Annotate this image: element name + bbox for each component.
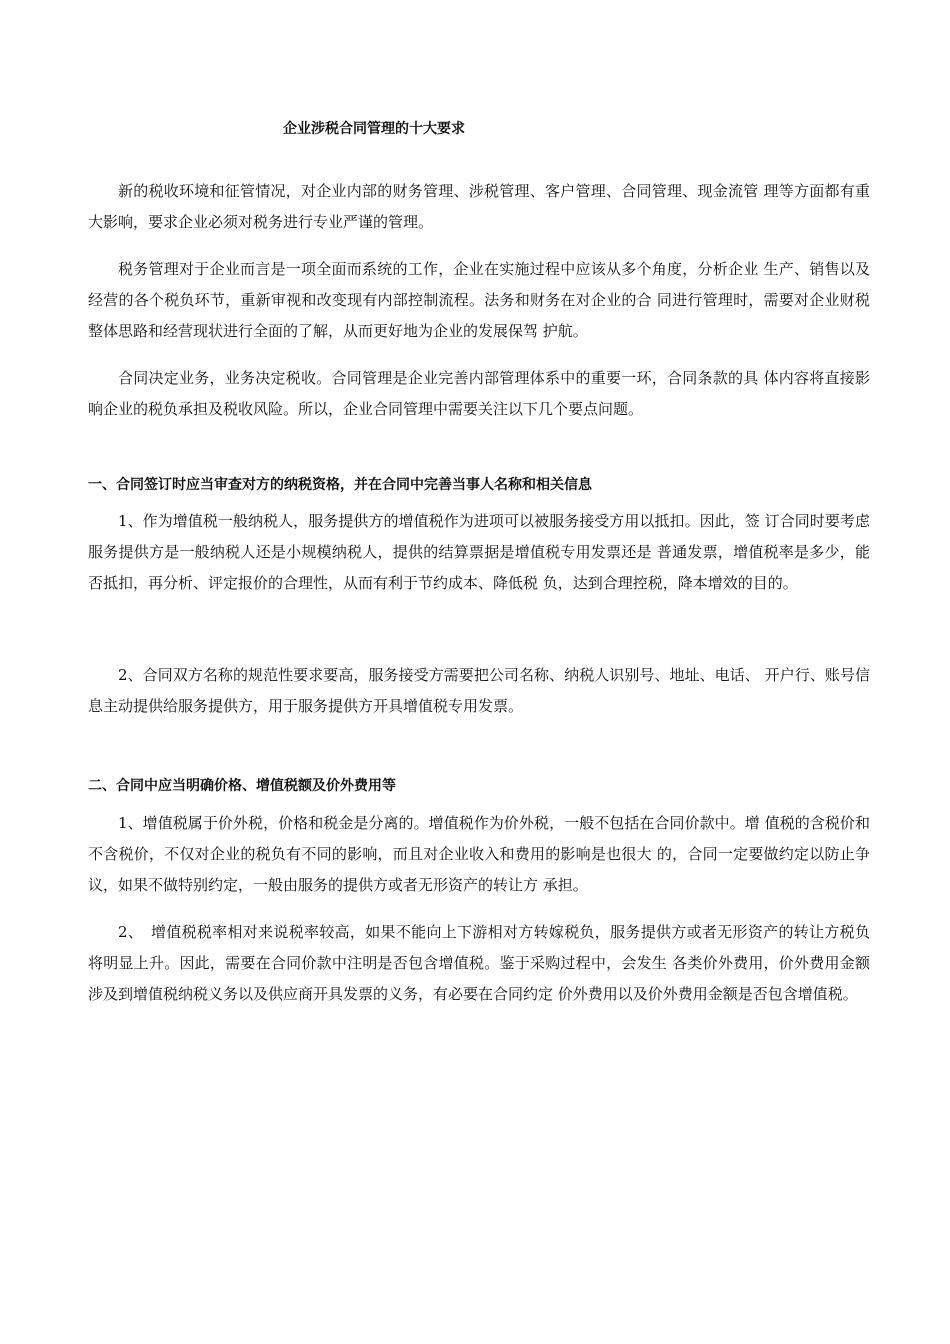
section-1-heading: 一、合同签订时应当审查对方的纳税资格，并在合同中完善当事人名称和相关信息: [88, 477, 592, 493]
section-2-paragraph-1: 1、增值税属于价外税，价格和税金是分离的。增值税作为价外税，一般不包括在合同价款中。增 值税的含税价和不含税价，不仅对企业的税负有不同的影响，而且对企业收入和费用的影响是也很大 的，合同一定要做约定以防止争议，如果不做特别约定，一般由服务的提供方或者无形资产的转让方 承担。: [88, 814, 870, 894]
intro-paragraph-1: 新的税收环境和征管情况，对企业内部的财务管理、涉税管理、客户管理、合同管理、现金流管 理等方面都有重大影响，要求企业必须对税务进行专业严谨的管理。: [88, 182, 870, 231]
section-1-paragraph-1: 1、作为增值税一般纳税人，服务提供方的增值税作为进项可以被服务接受方用以抵扣。因此，签 订合同时要考虑服务提供方是一般纳税人还是小规模纳税人，提供的结算票据是增值税专用发票还是 普通发票，增值税率是多少，能否抵扣，再分析、评定报价的合理性，从而有利于节约成本、降低税 负，达到合理控税，降本增效的目的。: [88, 512, 870, 592]
section-2-paragraph-2: 2、 增值税税率相对来说税率较高，如果不能向上下游相对方转嫁税负，服务提供方或者无形资产的转让方税负将明显上升。因此，需要在合同价款中注明是否包含增值税。鉴于采购过程中，会发生 各类价外费用，价外费用金额涉及到增值税纳税义务以及供应商开具发票的义务，有必要在合同约定 价外费用以及价外费用金额是否包含增值税。: [88, 923, 870, 1003]
intro-paragraph-2: 税务管理对于企业而言是一项全面而系统的工作，企业在实施过程中应该从多个角度，分析企业 生产、销售以及经营的各个税负环节，重新审视和改变现有内部控制流程。法务和财务在对企业的合 同进行管理时，需要对企业财税整体思路和经营现状进行全面的了解，从而更好地为企业的发展保驾 护航。: [88, 260, 870, 340]
document-title: 企业涉税合同管理的十大要求: [283, 121, 465, 137]
intro-paragraph-3: 合同决定业务，业务决定税收。合同管理是企业完善内部管理体系中的重要一环，合同条款的具 体内容将直接影响企业的税负承担及税收风险。所以，企业合同管理中需要关注以下几个要点问题。: [88, 369, 870, 418]
section-2-heading: 二、合同中应当明确价格、增值税额及价外费用等: [88, 778, 396, 794]
section-1-paragraph-2: 2、合同双方名称的规范性要求要高，服务接受方需要把公司名称、纳税人识别号、地址、电话、 开户行、账号信息主动提供给服务提供方，用于服务提供方开具增值税专用发票。: [88, 666, 870, 715]
